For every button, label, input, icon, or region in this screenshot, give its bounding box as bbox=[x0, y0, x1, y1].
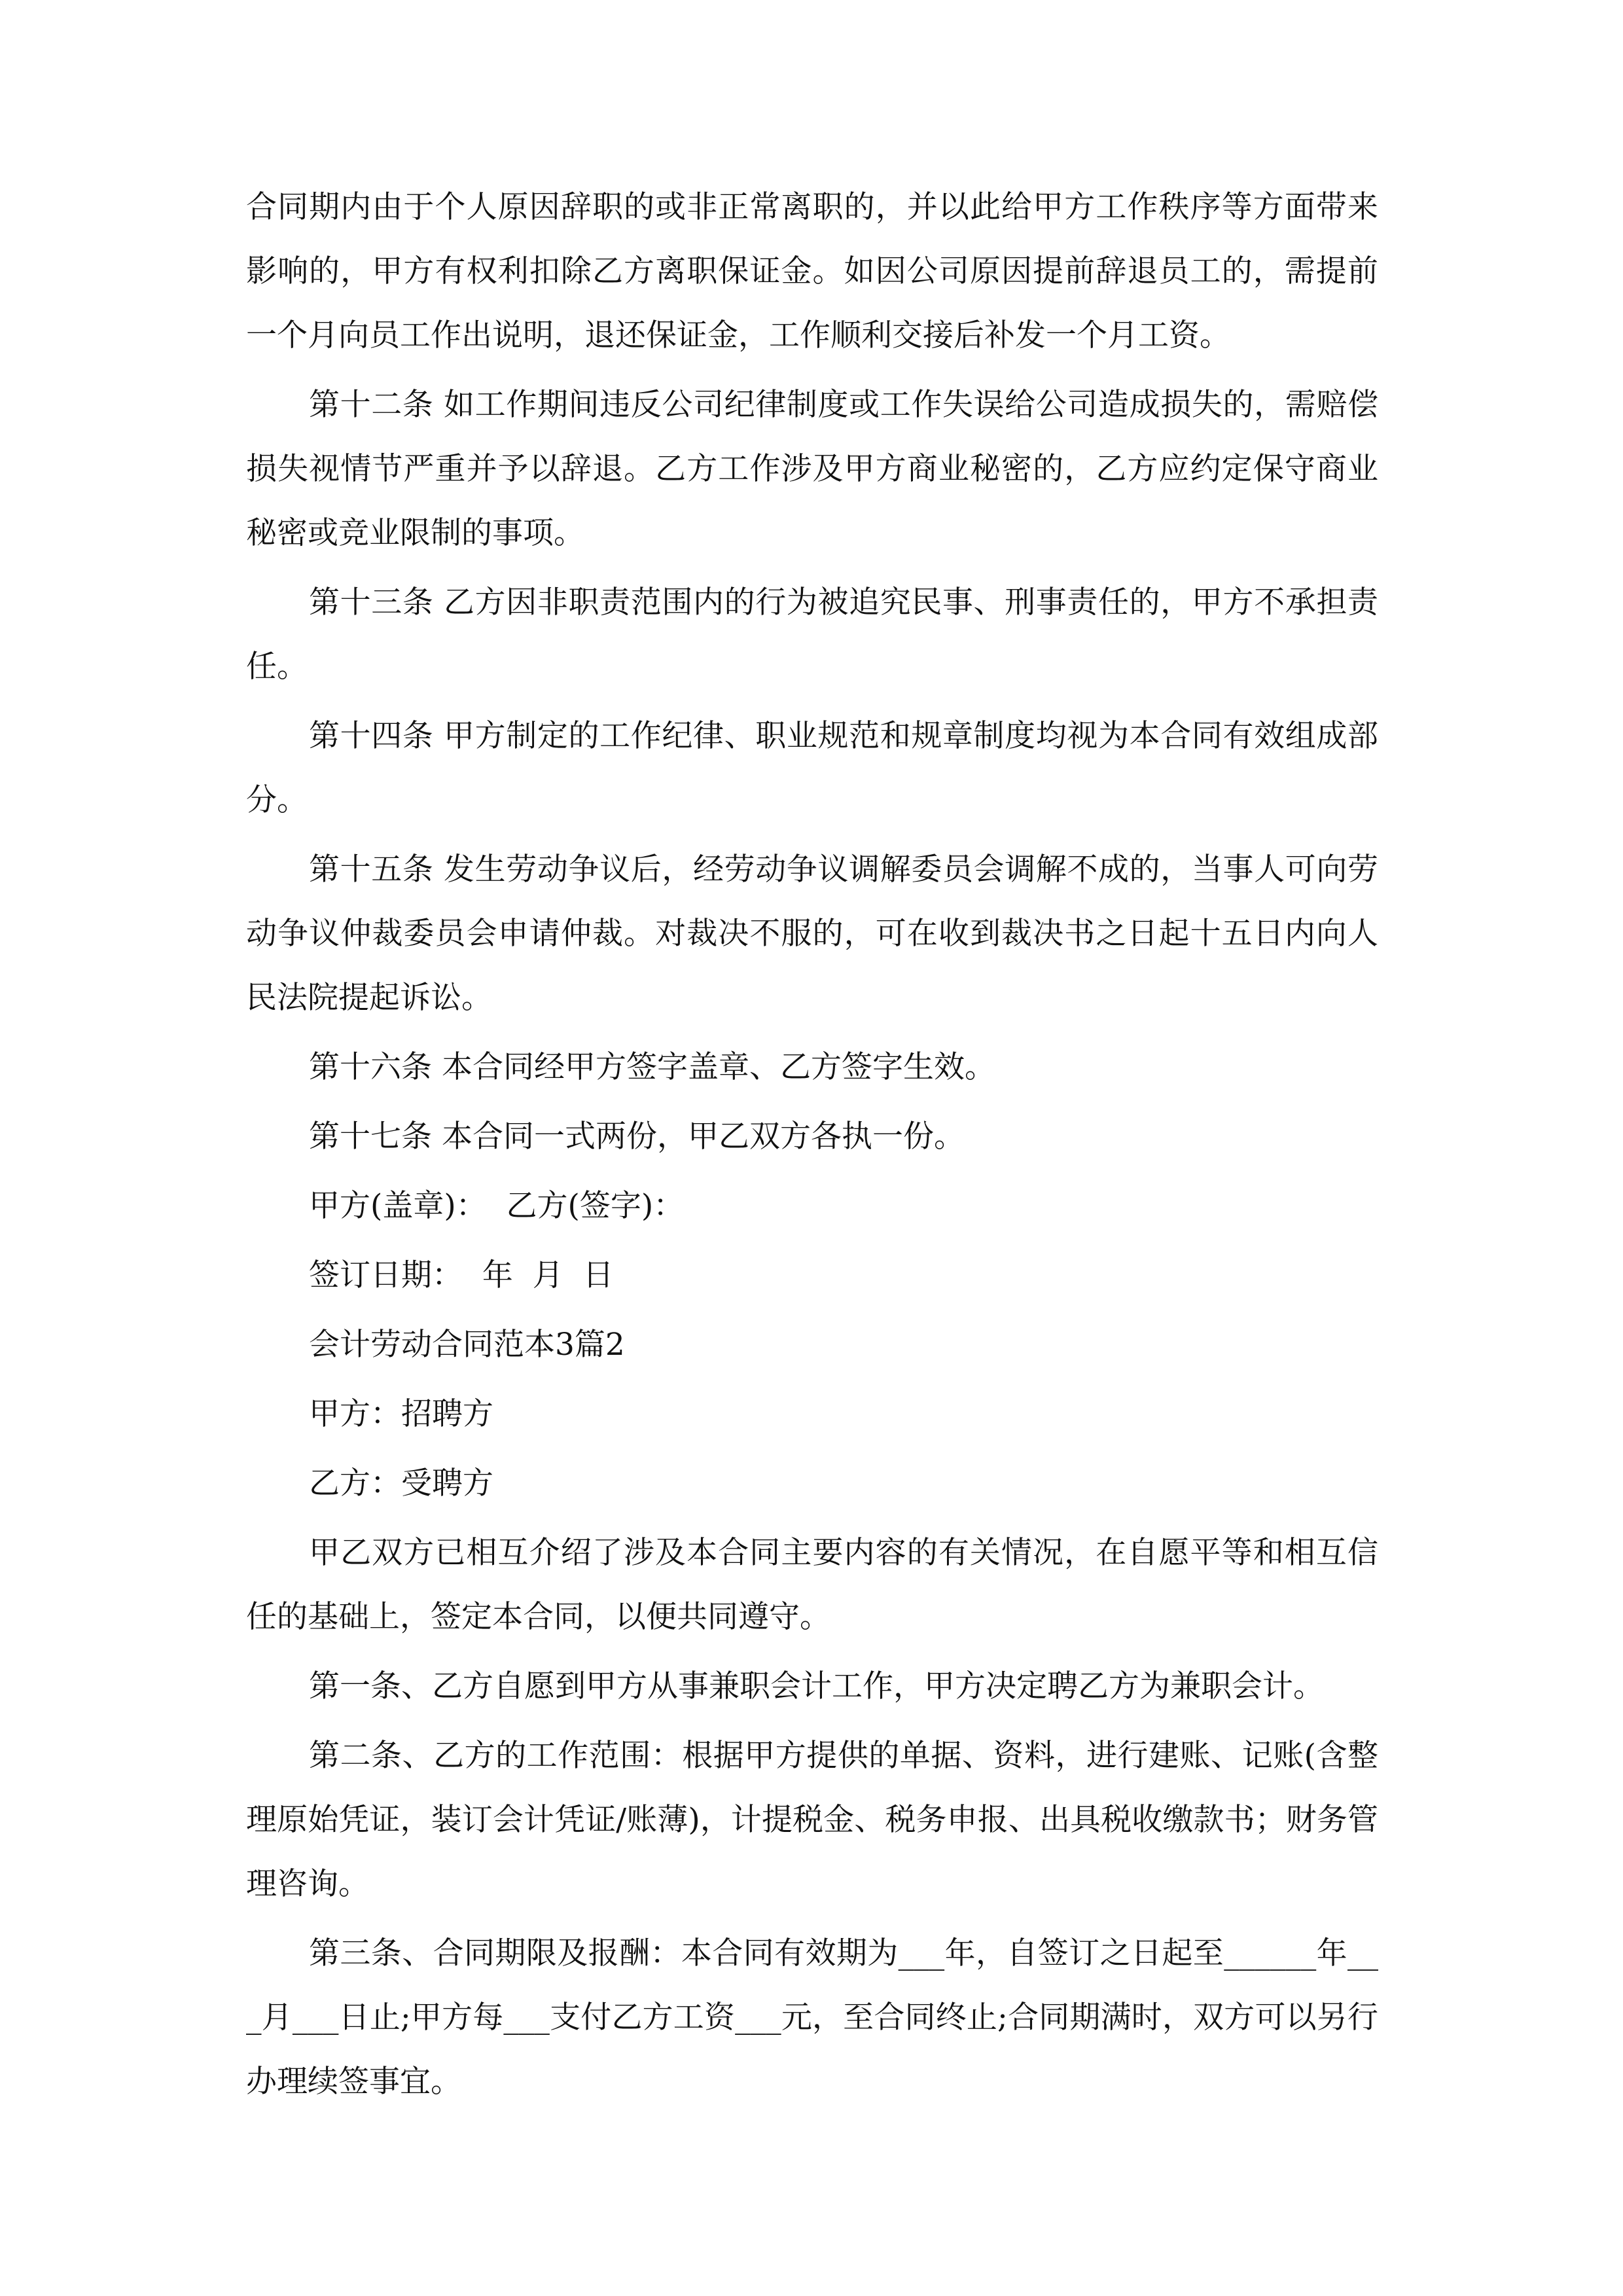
signing-date-line: 签订日期： 年 月 日 bbox=[309, 1257, 614, 1293]
paragraph-article-2: 第二条、乙方的工作范围：根据甲方提供的单据、资料，进行建账、记账(含整理原始凭证，装订会计凭证/账薄)，计提税金、税务申报、出具税收缴款书；财务管理咨询。 bbox=[246, 1738, 1378, 1902]
paragraph-continuation: 合同期内由于个人原因辞职的或非正常离职的，并以此给甲方工作秩序等方面带来影响的，甲方有权利扣除乙方离职保证金。如因公司原因提前辞退员工的，需提前一个月向员工作出说明，退还保证金，工作顺利交接后补发一个月工资。 bbox=[246, 189, 1378, 353]
party-b-line: 乙方：受聘方 bbox=[309, 1465, 493, 1501]
paragraph-article-13: 第十三条 乙方因非职责范围内的行为被追究民事、刑事责任的，甲方不承担责任。 bbox=[246, 584, 1378, 685]
paragraph-preamble: 甲乙双方已相互介绍了涉及本合同主要内容的有关情况，在自愿平等和相互信任的基础上，签定本合同，以便共同遵守。 bbox=[246, 1535, 1378, 1635]
paragraph-article-1: 第一条、乙方自愿到甲方从事兼职会计工作，甲方决定聘乙方为兼职会计。 bbox=[309, 1668, 1324, 1704]
paragraph-article-12: 第十二条 如工作期间违反公司纪律制度或工作失误给公司造成损失的，需赔偿损失视情节严重并予以辞退。乙方工作涉及甲方商业秘密的，乙方应约定保守商业秘密或竞业限制的事项。 bbox=[246, 387, 1378, 551]
party-a-line: 甲方：招聘方 bbox=[309, 1396, 493, 1432]
section-title: 会计劳动合同范本3篇2 bbox=[309, 1327, 625, 1363]
paragraph-article-16: 第十六条 本合同经甲方签字盖章、乙方签字生效。 bbox=[309, 1049, 995, 1085]
paragraph-article-14: 第十四条 甲方制定的工作纪律、职业规范和规章制度均视为本合同有效组成部分。 bbox=[246, 718, 1378, 818]
paragraph-article-17: 第十七条 本合同一式两份，甲乙双方各执一份。 bbox=[309, 1119, 965, 1155]
paragraph-article-3: 第三条、合同期限及报酬：本合同有效期为___年，自签订之日起至______年___月___日止;甲方每___支付乙方工资___元，至合同终止;合同期满时，双方可以另行办理续签事宜。 bbox=[246, 1935, 1378, 2100]
paragraph-article-15: 第十五条 发生劳动争议后，经劳动争议调解委员会调解不成的，当事人可向劳动争议仲裁委员会申请仲裁。对裁决不服的，可在收到裁决书之日起十五日内向人民法院提起诉讼。 bbox=[246, 852, 1378, 1016]
document-body bbox=[246, 175, 1378, 2114]
signature-line: 甲方(盖章)： 乙方(签字)： bbox=[309, 1188, 685, 1224]
